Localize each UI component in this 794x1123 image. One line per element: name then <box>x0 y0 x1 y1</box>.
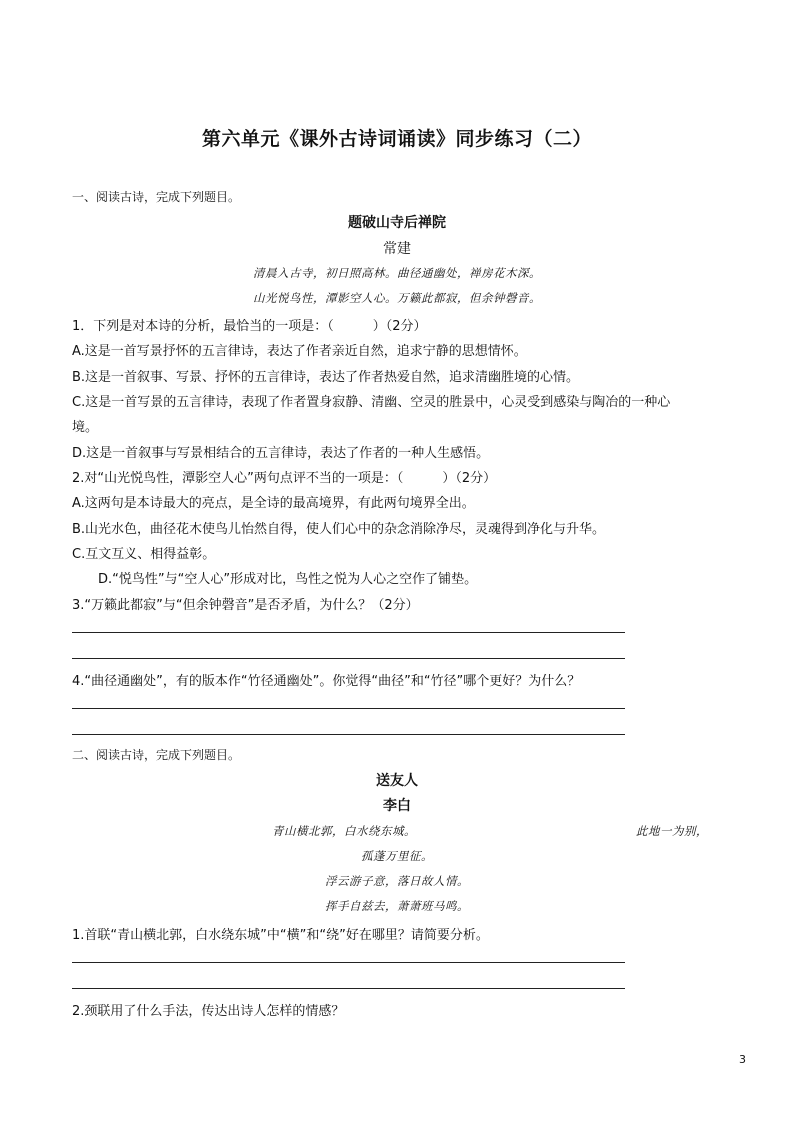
poem2-line-3: 浮云游子意，落日故人情。 <box>325 874 469 888</box>
poem2-author: 李白 <box>383 798 411 814</box>
poem2-line-2: 孤蓬万里征。 <box>361 849 433 863</box>
poem2-line-1b: 此地一为别， <box>636 824 708 838</box>
poem1-line-2: 山光悦鸟性，潭影空人心。万籁此都寂，但余钟磬音。 <box>253 291 541 305</box>
poem1-author: 常建 <box>383 241 411 257</box>
s2-question-2: 2.颈联用了什么手法，传达出诗人怎样的情感？ <box>72 1004 345 1019</box>
poem1-title: 题破山寺后禅院 <box>348 215 446 231</box>
s1-question-4: 4.“曲径通幽处”，有的版本作“竹径通幽处”。你觉得“曲径”和“竹径”哪个更好？为什么？ <box>72 674 581 689</box>
s2-question-1: 1.首联“青山横北郭，白水绕东城”中“横”和“绕”好在哪里？请简要分析。 <box>72 928 489 943</box>
answer-line[interactable] <box>72 632 625 633</box>
poem2-line-1a: 青山横北郭，白水绕东城。 <box>272 824 416 838</box>
answer-line[interactable] <box>72 708 625 709</box>
s1-q1-option-b: B.这是一首叙事、写景、抒怀的五言律诗，表达了作者热爱自然，追求清幽胜境的心情。 <box>72 370 580 385</box>
s1-q1-option-c-cont: 境。 <box>72 420 99 435</box>
poem2-title: 送友人 <box>376 773 418 789</box>
poem1-line-1: 清晨入古寺，初日照高林。曲径通幽处，禅房花木深。 <box>253 266 541 280</box>
page-number: 3 <box>739 1053 746 1066</box>
s1-q1-option-d: D.这是一首叙事与写景相结合的五言律诗，表达了作者的一种人生感悟。 <box>72 446 490 461</box>
s1-q2-option-d: D.“悦鸟性”与“空人心”形成对比，鸟性之悦为人心之空作了铺垫。 <box>98 572 478 587</box>
answer-line[interactable] <box>72 988 625 989</box>
s1-q2-option-c: C.互文互义、相得益彰。 <box>72 547 216 562</box>
section1-heading: 一、阅读古诗，完成下列题目。 <box>72 190 241 204</box>
section2-heading: 二、阅读古诗，完成下列题目。 <box>72 748 241 762</box>
page-title: 第六单元《课外古诗词诵读》同步练习（二） <box>201 128 592 150</box>
s1-question-1: 1．下列是对本诗的分析，最恰当的一项是：（ ）（2分） <box>72 319 427 334</box>
s1-q1-option-a: A.这是一首写景抒怀的五言律诗，表达了作者亲近自然，追求宁静的思想情怀。 <box>72 344 527 359</box>
answer-line[interactable] <box>72 658 625 659</box>
answer-line[interactable] <box>72 734 625 735</box>
s1-q2-option-a: A.这两句是本诗最大的亮点，是全诗的最高境界，有此两句境界全出。 <box>72 496 475 511</box>
s1-q2-option-b: B.山光水色，曲径花木使鸟儿怡然自得，使人们心中的杂念消除净尽，灵魂得到净化与升华。 <box>72 522 606 537</box>
s1-question-3: 3.“万籁此都寂”与“但余钟磬音”是否矛盾，为什么？（2分） <box>72 598 419 613</box>
s1-q1-option-c: C.这是一首写景的五言律诗，表现了作者置身寂静、清幽、空灵的胜景中，心灵受到感染与陶冶的一种心 <box>72 395 671 410</box>
answer-line[interactable] <box>72 962 625 963</box>
poem2-line-4: 挥手自兹去，萧萧班马鸣。 <box>325 899 469 913</box>
s1-question-2: 2.对“山光悦鸟性，潭影空人心”两句点评不当的一项是：（ ）（2分） <box>72 471 497 486</box>
